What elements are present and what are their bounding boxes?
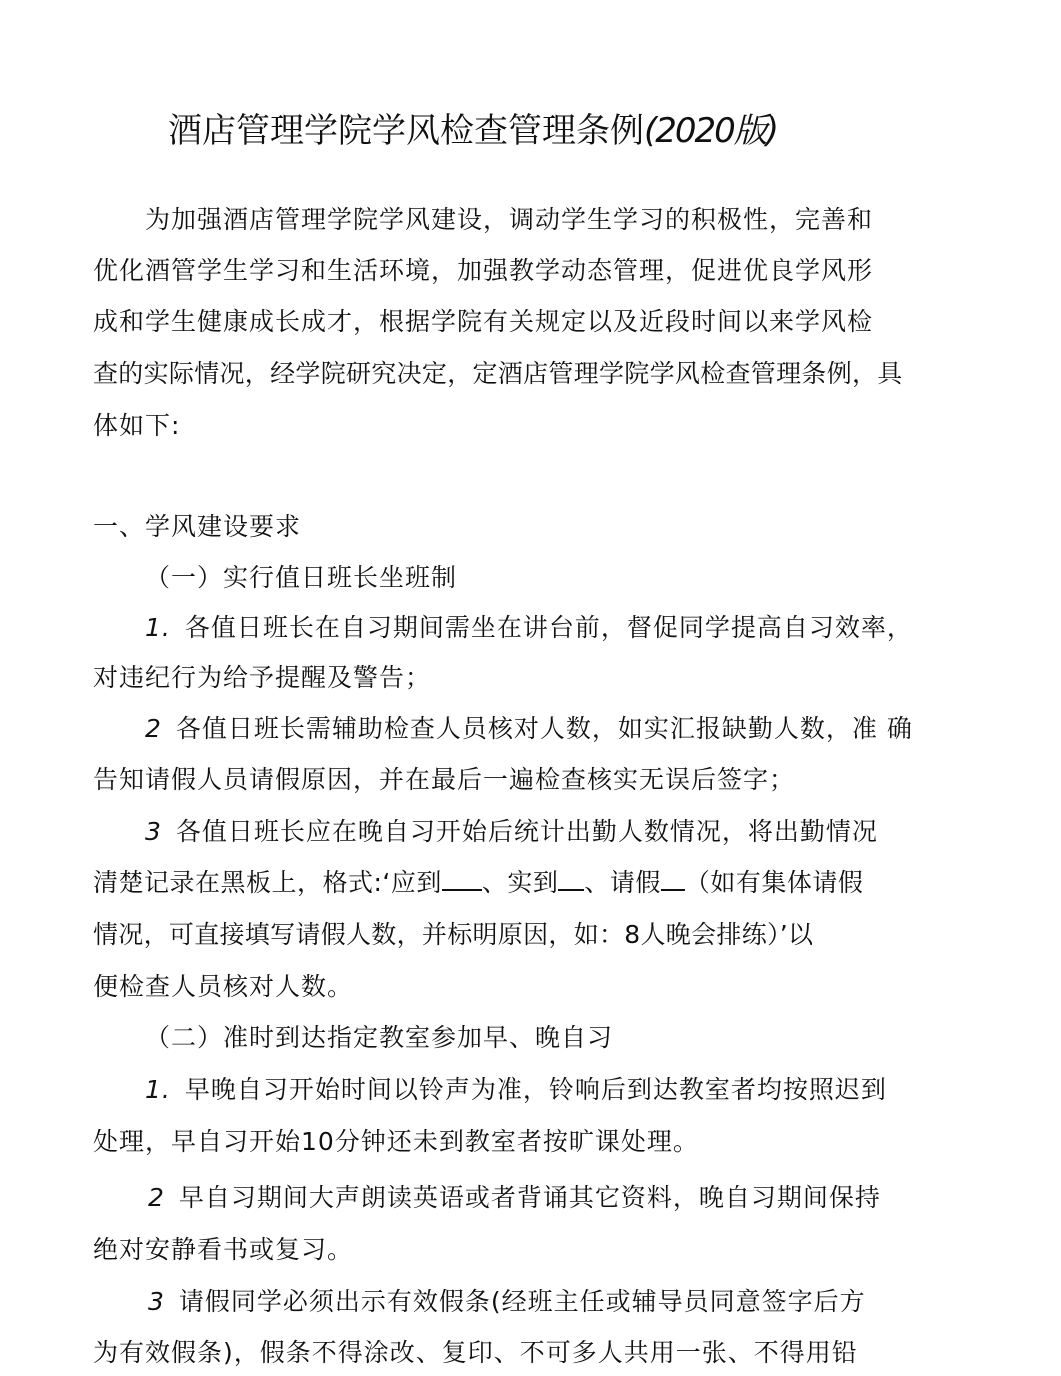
item-text: 早晚自习开始时间以铃声为准，铃响后到达教室者均按照迟到 (184, 1075, 887, 1104)
item-text-continued (93, 866, 863, 900)
subsection-heading: （一）实行值日班长坐班制 (145, 563, 458, 592)
intro-line: 体如下: (93, 411, 181, 440)
item-text-continued: 绝对安静看书或复习。 (93, 1235, 354, 1264)
title-version: (2020版) (644, 111, 778, 151)
blank-underline (442, 888, 482, 891)
item-number: 1. (145, 1075, 171, 1104)
item-text-continued: 告知请假人员请假原因，并在最后一遍检查核实无误后签字； (93, 765, 796, 794)
list-item (148, 1285, 866, 1319)
item-number: 2 (148, 1183, 165, 1212)
section-heading: 一、学风建设要求 (93, 512, 302, 541)
item-number: 3 (148, 1287, 165, 1316)
item-text: 各值日班长在自习期间需坐在讲台前，督促同学提高自习效率， (184, 613, 913, 642)
intro-line: 为加强酒店管理学院学风建设，调动学生学习的积极性，完善和 (145, 205, 874, 234)
item-text-continued: 便检查人员核对人数。 (93, 972, 354, 1001)
list-item (145, 815, 878, 849)
format-text-b: 、实到 (481, 868, 559, 897)
item-number: 1. (145, 613, 171, 642)
subsection-heading: （二）准时到达指定教室参加早、晚自习 (145, 1023, 614, 1052)
intro-line: 优化酒管学生学习和生活环境，加强教学动态管理，促进优良学风形 (93, 256, 874, 285)
title-text: 酒店管理学院学风检查管理条例 (168, 111, 644, 151)
document-title (168, 108, 777, 154)
list-item (145, 1073, 887, 1107)
blank-underline (558, 888, 584, 891)
item-text: 早自习期间大声朗读英语或者背诵其它资料，晚自习期间保持 (178, 1183, 881, 1212)
item-text: 各值日班长应在晚自习开始后统计出勤人数情况，将出勤情况 (175, 817, 878, 846)
intro-line: 查的实际情况，经学院研究决定，定酒店管理学院学风检查管理条例，具 (93, 359, 903, 388)
item-text-continued: 为有效假条)，假条不得涂改、复印、不可多人共用一张、不得用铅 (93, 1338, 858, 1367)
format-text-d: （如有集体请假 (684, 868, 864, 897)
item-number: 3 (145, 817, 162, 846)
format-text-a: 清楚记录在黑板上，格式:‘应到 (93, 868, 442, 897)
item-number: 2 (145, 714, 162, 743)
format-text-c: 、请假 (584, 868, 661, 897)
item-text-continued: 对违纪行为给予提醒及警告； (93, 663, 432, 692)
item-text: 请假同学必须出示有效假条(经班主任或辅导员同意签字后方 (178, 1287, 866, 1316)
blank-underline (661, 888, 685, 891)
item-text-continued: 情况，可直接填写请假人数，并标明原因，如：8人晚会排练）’以 (93, 920, 814, 949)
item-text: 各值日班长需辅助检查人员核对人数，如实汇报缺勤人数，准 确 (175, 714, 913, 743)
item-text-continued: 处理，早自习开始10分钟还未到教室者按旷课处理。 (93, 1127, 699, 1156)
intro-line: 成和学生健康成长成才，根据学院有关规定以及近段时间以来学风检 (93, 307, 874, 336)
list-item (145, 611, 913, 645)
list-item (145, 712, 913, 746)
list-item (148, 1181, 881, 1215)
